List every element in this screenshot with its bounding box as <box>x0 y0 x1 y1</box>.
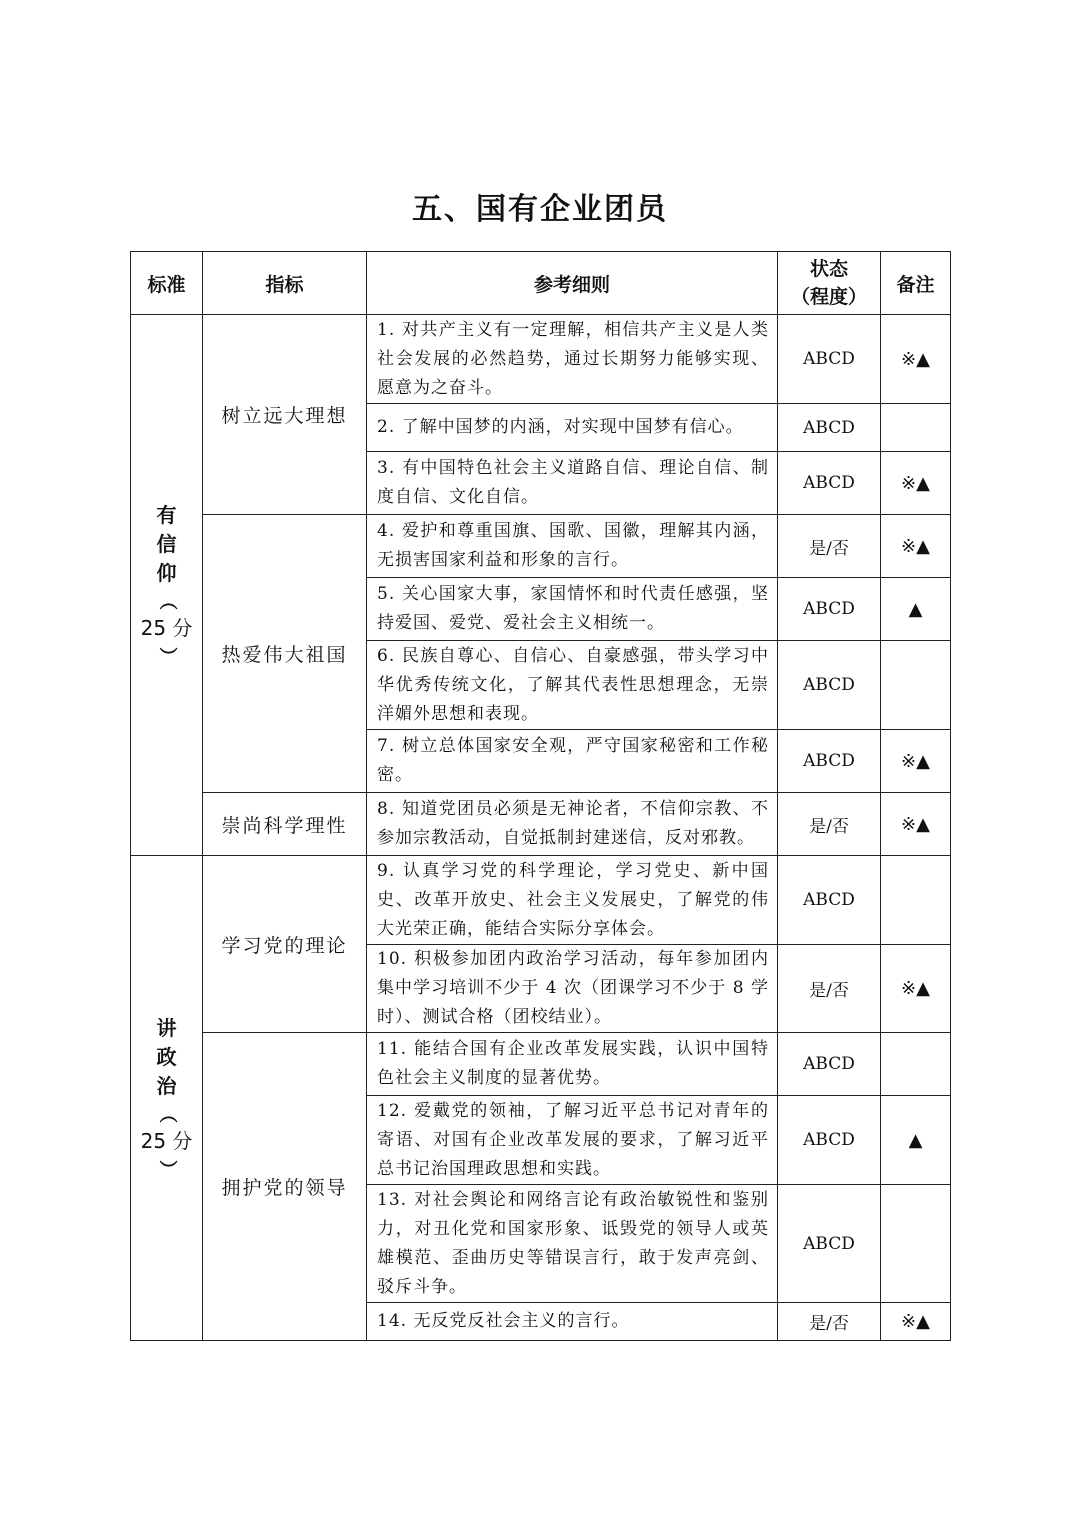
header-detail: 参考细则 <box>367 252 778 315</box>
criteria-table <box>130 251 951 1341</box>
detail-cell: 14. 无反党反社会主义的言行。 <box>367 1303 778 1341</box>
indicator-cell: 树立远大理想 <box>203 315 367 515</box>
note-cell <box>881 856 951 945</box>
detail-cell: 12. 爱戴党的领袖，了解习近平总书记对青年的寄语、对国有企业改革发展的要求，了解习近平总书记治国理政思想和实践。 <box>367 1096 778 1185</box>
page-title: 五、国有企业团员 <box>412 192 668 227</box>
status-cell: ABCD <box>778 404 881 452</box>
detail-cell: 9. 认真学习党的科学理论，学习党史、新中国史、改革开放史、社会主义发展史，了解党的伟大光荣正确，能结合实际分享体会。 <box>367 856 778 945</box>
table-row <box>131 515 951 578</box>
note-cell: ※▲ <box>881 945 951 1033</box>
status-cell: ABCD <box>778 641 881 730</box>
status-cell: ABCD <box>778 856 881 945</box>
detail-cell: 6. 民族自尊心、自信心、自豪感强，带头学习中华优秀传统文化，了解其代表性思想理念，无崇洋媚外思想和表现。 <box>367 641 778 730</box>
status-cell: ABCD <box>778 315 881 404</box>
detail-cell: 10. 积极参加团内政治学习活动，每年参加团内集中学习培训不少于 4 次（团课学习不少于 8 学时）、测试合格（团校结业）。 <box>367 945 778 1033</box>
note-cell <box>881 641 951 730</box>
header-indicator: 指标 <box>203 252 367 315</box>
status-cell: ABCD <box>778 1033 881 1096</box>
table-row <box>131 1033 951 1096</box>
table-row <box>131 856 951 945</box>
header-standard: 标准 <box>131 252 203 315</box>
indicator-cell: 崇尚科学理性 <box>203 793 367 856</box>
header-status-line1: 状态 <box>809 258 848 280</box>
detail-cell: 8. 知道党团员必须是无神论者，不信仰宗教、不参加宗教活动，自觉抵制封建迷信，反对邪教。 <box>367 793 778 856</box>
status-cell: ABCD <box>778 1096 881 1185</box>
detail-cell: 13. 对社会舆论和网络言论有政治敏锐性和鉴别力，对丑化党和国家形象、诋毁党的领导人或英雄模范、歪曲历史等错误言行，敢于发声亮剑、驳斥斗争。 <box>367 1185 778 1303</box>
indicator-cell: 学习党的理论 <box>203 856 367 1033</box>
detail-cell: 3. 有中国特色社会主义道路自信、理论自信、制度自信、文化自信。 <box>367 452 778 515</box>
note-cell: ※▲ <box>881 452 951 515</box>
note-cell: ※▲ <box>881 1303 951 1341</box>
status-cell: 是/否 <box>778 945 881 1033</box>
table-row <box>131 793 951 856</box>
note-cell: ※▲ <box>881 515 951 578</box>
note-cell: ▲ <box>881 1096 951 1185</box>
detail-cell: 2. 了解中国梦的内涵，对实现中国梦有信心。 <box>367 404 778 452</box>
standard-cell-belief: 有 信 仰 （ 25 分 ） <box>131 315 203 856</box>
note-cell <box>881 404 951 452</box>
status-cell: 是/否 <box>778 1303 881 1341</box>
note-cell: ※▲ <box>881 315 951 404</box>
note-cell <box>881 1033 951 1096</box>
status-cell: 是/否 <box>778 515 881 578</box>
header-status-line2: （程度） <box>790 286 867 308</box>
header-status <box>778 252 881 315</box>
note-cell: ※▲ <box>881 793 951 856</box>
status-cell: 是/否 <box>778 793 881 856</box>
detail-cell: 11. 能结合国有企业改革发展实践，认识中国特色社会主义制度的显著优势。 <box>367 1033 778 1096</box>
status-cell: ABCD <box>778 1185 881 1303</box>
status-cell: ABCD <box>778 578 881 641</box>
standard-cell-politics: 讲 政 治 （ 25 分 ） <box>131 856 203 1341</box>
header-note: 备注 <box>881 252 951 315</box>
status-cell: ABCD <box>778 730 881 793</box>
note-cell <box>881 1185 951 1303</box>
detail-cell: 7. 树立总体国家安全观，严守国家秘密和工作秘密。 <box>367 730 778 793</box>
detail-cell: 4. 爱护和尊重国旗、国歌、国徽，理解其内涵，无损害国家利益和形象的言行。 <box>367 515 778 578</box>
indicator-cell: 热爱伟大祖国 <box>203 515 367 793</box>
note-cell: ※▲ <box>881 730 951 793</box>
table-row <box>131 315 951 404</box>
status-cell: ABCD <box>778 452 881 515</box>
note-cell: ▲ <box>881 578 951 641</box>
detail-cell: 1. 对共产主义有一定理解，相信共产主义是人类社会发展的必然趋势，通过长期努力能够实现、愿意为之奋斗。 <box>367 315 778 404</box>
detail-cell: 5. 关心国家大事，家国情怀和时代责任感强，坚持爱国、爱党、爱社会主义相统一。 <box>367 578 778 641</box>
indicator-cell: 拥护党的领导 <box>203 1033 367 1341</box>
